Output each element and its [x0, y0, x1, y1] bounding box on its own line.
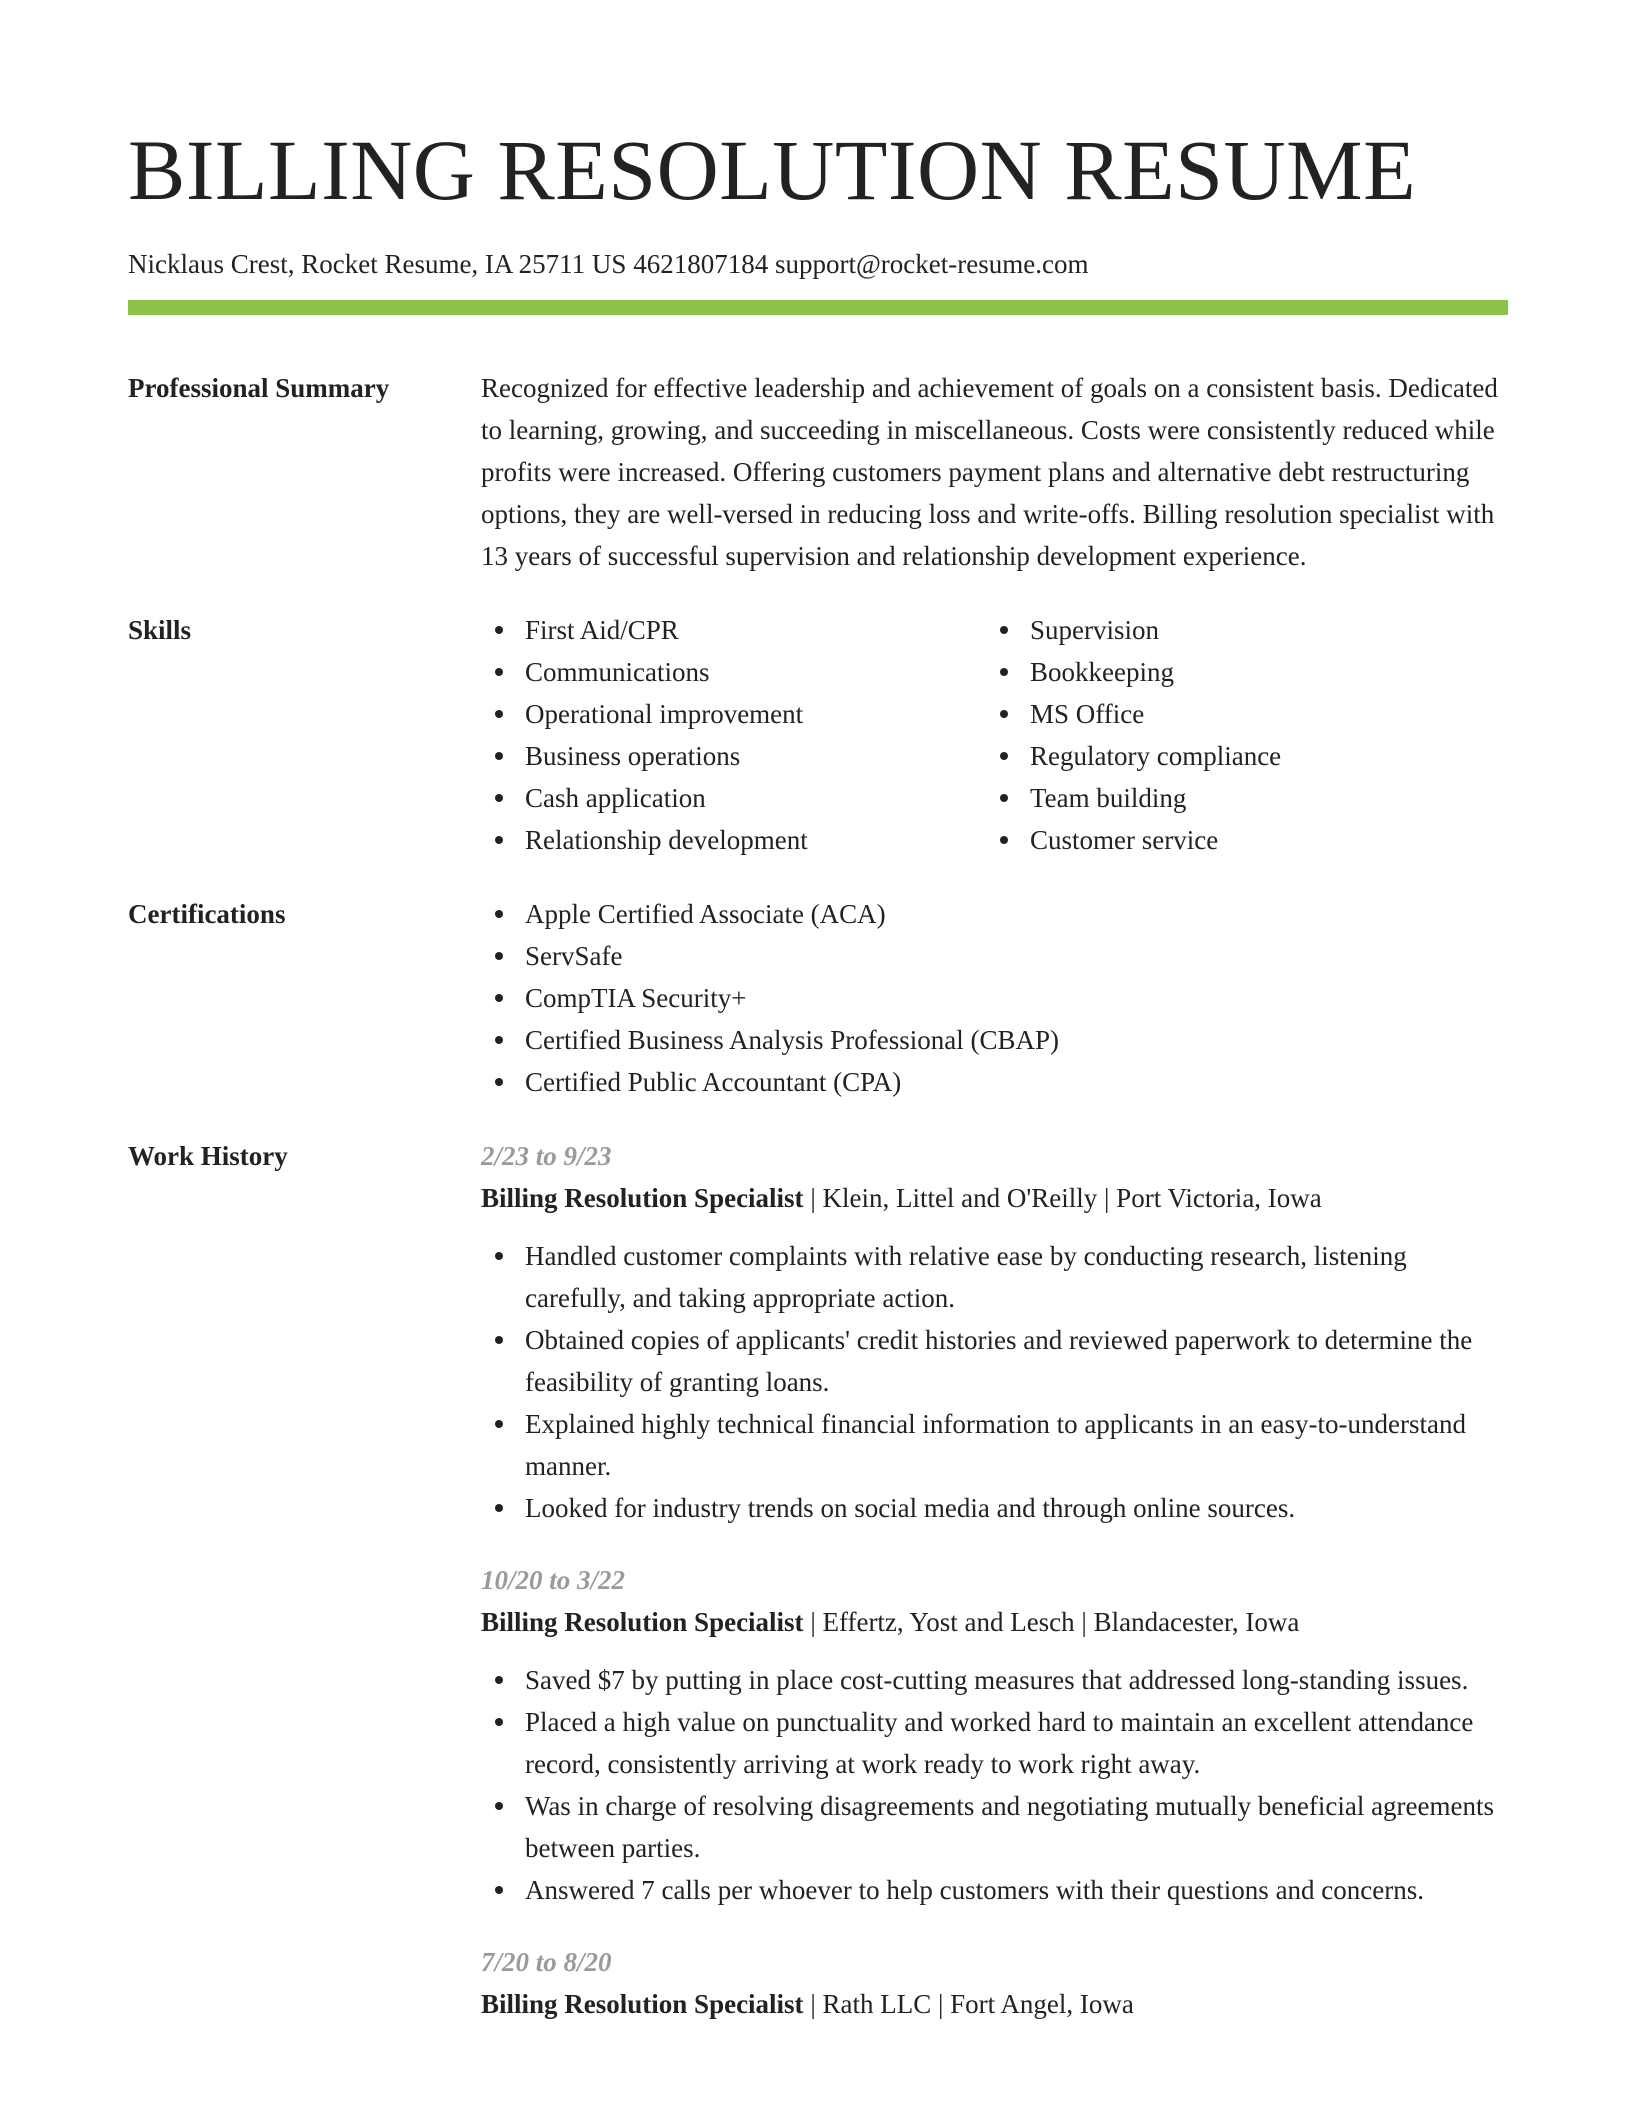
contact-info: Nicklaus Crest, Rocket Resume, IA 25711 US 4621807184 support@rocket-resume.com	[128, 249, 1089, 279]
list-item: Cash application	[481, 777, 986, 819]
list-item: MS Office	[986, 693, 1491, 735]
list-item: CompTIA Security+	[481, 977, 1508, 1019]
list-item: Certified Business Analysis Professional (CBAP)	[481, 1019, 1508, 1061]
job-entry	[481, 1941, 1508, 2025]
list-item: Business operations	[481, 735, 986, 777]
list-item: Handled customer complaints with relative ease by conducting research, listening carefully, and taking appropriate action.	[481, 1235, 1508, 1319]
list-item: Team building	[986, 777, 1491, 819]
list-item: Answered 7 calls per whoever to help customers with their questions and concerns.	[481, 1869, 1508, 1911]
job-title: Billing Resolution Specialist	[481, 1183, 804, 1213]
list-item: Regulatory compliance	[986, 735, 1491, 777]
job-bullets	[481, 1235, 1508, 1529]
section-label-work-history: Work History	[128, 1141, 288, 1171]
list-item: Relationship development	[481, 819, 986, 861]
list-item: First Aid/CPR	[481, 609, 986, 651]
job-date: 10/20 to 3/22	[481, 1565, 626, 1595]
job-header	[481, 1601, 1508, 1643]
list-item: Certified Public Accountant (CPA)	[481, 1061, 1508, 1103]
job-title: Billing Resolution Specialist	[481, 1989, 804, 2019]
job-details: | Rath LLC | Fort Angel, Iowa	[803, 1989, 1134, 2019]
job-title: Billing Resolution Specialist	[481, 1607, 804, 1637]
certifications-content	[481, 893, 1508, 1103]
skills-list	[481, 609, 1508, 861]
work-history-section	[128, 1135, 1508, 2055]
job-entry	[481, 1135, 1508, 1529]
list-item: Customer service	[986, 819, 1491, 861]
job-date: 7/20 to 8/20	[481, 1947, 612, 1977]
job-details: | Effertz, Yost and Lesch | Blandacester, Iowa	[803, 1607, 1300, 1637]
job-header	[481, 1177, 1508, 1219]
job-entry	[481, 1559, 1508, 1911]
skills-column-right	[986, 609, 1491, 861]
list-item: Looked for industry trends on social media and through online sources.	[481, 1487, 1508, 1529]
skills-section	[128, 609, 1508, 861]
list-item: ServSafe	[481, 935, 1508, 977]
section-label-summary: Professional Summary	[128, 373, 390, 403]
list-item: Bookkeeping	[986, 651, 1491, 693]
list-item: Explained highly technical financial information to applicants in an easy-to-understand manner.	[481, 1403, 1508, 1487]
summary-text: Recognized for effective leadership and achievement of goals on a consistent basis. Dedicated to learning, growing, and succeeding in miscellaneous. Costs were consistently reduced while profits were increased. Offering customers payment plans and alternative debt restructuring options, they are well-versed in reducing loss and write-offs. Billing resolution specialist with 13 years of successful supervision and relationship development experience.	[481, 373, 1498, 571]
list-item: Apple Certified Associate (ACA)	[481, 893, 1508, 935]
resume-title: BILLING RESOLUTION RESUME	[128, 122, 1417, 218]
certifications-section	[128, 893, 1508, 1103]
list-item: Was in charge of resolving disagreements and negotiating mutually beneficial agreements between parties.	[481, 1785, 1508, 1869]
list-item: Saved $7 by putting in place cost-cutting measures that addressed long-standing issues.	[481, 1659, 1508, 1701]
list-item: Operational improvement	[481, 693, 986, 735]
list-item: Supervision	[986, 609, 1491, 651]
resume-page	[128, 120, 1508, 2055]
summary-section	[128, 367, 1508, 577]
list-item: Communications	[481, 651, 986, 693]
section-label-certifications: Certifications	[128, 899, 286, 929]
list-item: Obtained copies of applicants' credit histories and reviewed paperwork to determine the feasibility of granting loans.	[481, 1319, 1508, 1403]
skills-column-left	[481, 609, 986, 861]
accent-divider	[128, 300, 1508, 315]
job-header	[481, 1983, 1508, 2025]
job-details: | Klein, Littel and O'Reilly | Port Victoria, Iowa	[803, 1183, 1322, 1213]
list-item: Placed a high value on punctuality and worked hard to maintain an excellent attendance record, consistently arriving at work ready to work right away.	[481, 1701, 1508, 1785]
certifications-list	[481, 893, 1508, 1103]
work-history-content	[481, 1135, 1508, 2055]
section-label-skills: Skills	[128, 615, 192, 645]
job-date: 2/23 to 9/23	[481, 1141, 612, 1171]
job-bullets	[481, 1659, 1508, 1911]
